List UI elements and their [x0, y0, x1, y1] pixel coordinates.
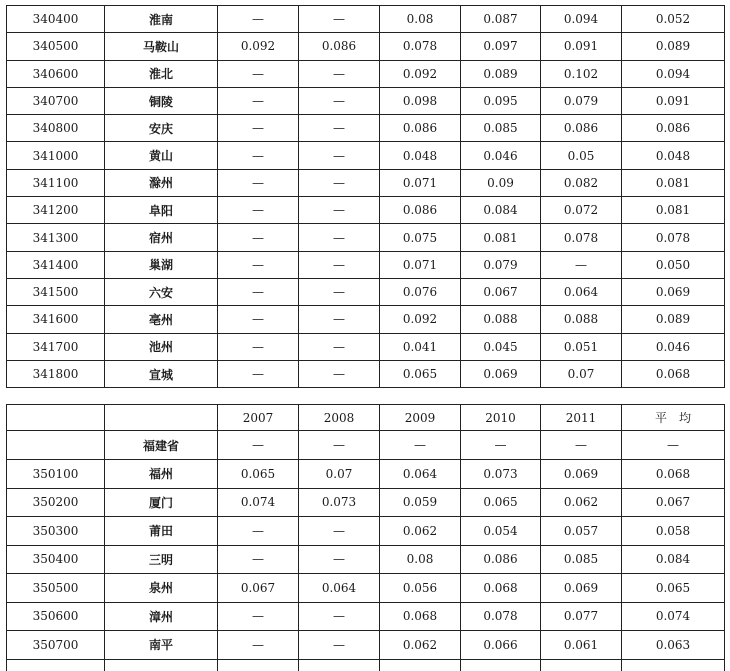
- region-name-cell: 淮北: [105, 60, 218, 87]
- value-cell: 0.089: [461, 60, 541, 87]
- value-cell: —: [299, 278, 380, 305]
- value-cell: 0.079: [461, 251, 541, 278]
- cut-off-row: [7, 659, 725, 671]
- value-cell: 0.095: [461, 87, 541, 114]
- region-name-cell: 厦门: [105, 488, 218, 517]
- value-cell: 0.071: [380, 169, 461, 196]
- region-code-cell: 341400: [7, 251, 105, 278]
- value-cell: 0.058: [622, 517, 725, 546]
- region-code-cell: 350400: [7, 545, 105, 574]
- table-row: [7, 87, 725, 114]
- value-cell: —: [218, 251, 299, 278]
- value-cell: 0.086: [380, 197, 461, 224]
- table-row: [7, 574, 725, 603]
- region-code-cell: 341100: [7, 169, 105, 196]
- value-cell: 0.069: [541, 574, 622, 603]
- value-cell: 2008: [299, 405, 380, 431]
- value-cell: 0.091: [541, 33, 622, 60]
- region-name-cell: 淮南: [105, 6, 218, 33]
- value-cell: 0.094: [622, 60, 725, 87]
- value-cell: 0.082: [541, 169, 622, 196]
- region-name-cell: 南平: [105, 631, 218, 660]
- value-cell: 0.07: [299, 460, 380, 489]
- region-name-cell: [105, 405, 218, 431]
- region-name-cell: 福州: [105, 460, 218, 489]
- region-name-cell: 亳州: [105, 306, 218, 333]
- region-code-cell: 341000: [7, 142, 105, 169]
- value-cell: 0.046: [461, 142, 541, 169]
- table-anhui: [6, 5, 725, 388]
- value-cell: 0.05: [541, 142, 622, 169]
- table-row: [7, 142, 725, 169]
- value-cell: 0.09: [461, 169, 541, 196]
- region-code-cell: [7, 405, 105, 431]
- value-cell: 0.07: [541, 360, 622, 387]
- value-cell: —: [299, 602, 380, 631]
- region-name-cell: 铜陵: [105, 87, 218, 114]
- table-row: [7, 197, 725, 224]
- value-cell: —: [218, 87, 299, 114]
- empty-cell: [541, 659, 622, 671]
- value-cell: —: [218, 60, 299, 87]
- value-cell: 0.08: [380, 6, 461, 33]
- value-cell: 0.054: [461, 517, 541, 546]
- table-row: [7, 224, 725, 251]
- value-cell: 0.078: [380, 33, 461, 60]
- value-cell: 0.078: [622, 224, 725, 251]
- region-code-cell: 340700: [7, 87, 105, 114]
- empty-cell: [380, 659, 461, 671]
- region-name-cell: 滁州: [105, 169, 218, 196]
- region-code-cell: 340800: [7, 115, 105, 142]
- empty-cell: [461, 659, 541, 671]
- value-cell: 0.065: [461, 488, 541, 517]
- value-cell: —: [299, 224, 380, 251]
- region-name-cell: 宿州: [105, 224, 218, 251]
- region-code-cell: 340400: [7, 6, 105, 33]
- value-cell: 0.065: [622, 574, 725, 603]
- value-cell: 0.085: [461, 115, 541, 142]
- value-cell: —: [541, 251, 622, 278]
- table-header-row: [7, 405, 725, 431]
- table-row: [7, 545, 725, 574]
- region-name-cell: 马鞍山: [105, 33, 218, 60]
- value-cell: 0.064: [380, 460, 461, 489]
- region-name-cell: 巢湖: [105, 251, 218, 278]
- value-cell: 0.087: [461, 6, 541, 33]
- region-code-cell: 341800: [7, 360, 105, 387]
- value-cell: 0.086: [299, 33, 380, 60]
- value-cell: 0.067: [622, 488, 725, 517]
- region-code-cell: 350600: [7, 602, 105, 631]
- value-cell: 0.069: [622, 278, 725, 305]
- value-cell: 0.072: [541, 197, 622, 224]
- value-cell: —: [380, 431, 461, 460]
- value-cell: 平 均: [622, 405, 725, 431]
- value-cell: 0.079: [541, 87, 622, 114]
- value-cell: —: [218, 278, 299, 305]
- value-cell: —: [218, 631, 299, 660]
- value-cell: 2009: [380, 405, 461, 431]
- value-cell: 0.071: [380, 251, 461, 278]
- table-row: [7, 602, 725, 631]
- value-cell: 0.073: [461, 460, 541, 489]
- region-name-cell: 三明: [105, 545, 218, 574]
- region-code-cell: 341700: [7, 333, 105, 360]
- value-cell: 0.081: [622, 197, 725, 224]
- value-cell: —: [299, 169, 380, 196]
- region-code-cell: 341600: [7, 306, 105, 333]
- value-cell: —: [218, 431, 299, 460]
- empty-cell: [105, 659, 218, 671]
- table-row: [7, 631, 725, 660]
- value-cell: 0.086: [622, 115, 725, 142]
- value-cell: 0.076: [380, 278, 461, 305]
- value-cell: 0.048: [380, 142, 461, 169]
- value-cell: —: [218, 602, 299, 631]
- table-row: [7, 115, 725, 142]
- value-cell: 0.094: [541, 6, 622, 33]
- empty-cell: [299, 659, 380, 671]
- value-cell: 0.067: [218, 574, 299, 603]
- value-cell: 0.084: [622, 545, 725, 574]
- value-cell: 0.073: [299, 488, 380, 517]
- region-code-cell: 350200: [7, 488, 105, 517]
- region-name-cell: 阜阳: [105, 197, 218, 224]
- table-row: [7, 333, 725, 360]
- value-cell: 2011: [541, 405, 622, 431]
- table-row: [7, 517, 725, 546]
- empty-cell: [7, 659, 105, 671]
- value-cell: 0.089: [622, 33, 725, 60]
- value-cell: 2007: [218, 405, 299, 431]
- value-cell: —: [541, 431, 622, 460]
- value-cell: 0.098: [380, 87, 461, 114]
- empty-cell: [622, 659, 725, 671]
- value-cell: 0.068: [622, 460, 725, 489]
- value-cell: 2010: [461, 405, 541, 431]
- value-cell: 0.068: [461, 574, 541, 603]
- region-code-cell: [7, 431, 105, 460]
- value-cell: 0.092: [380, 306, 461, 333]
- value-cell: 0.062: [380, 517, 461, 546]
- value-cell: 0.062: [380, 631, 461, 660]
- region-name-cell: 宣城: [105, 360, 218, 387]
- value-cell: 0.075: [380, 224, 461, 251]
- region-name-cell: 泉州: [105, 574, 218, 603]
- value-cell: 0.051: [541, 333, 622, 360]
- value-cell: 0.065: [380, 360, 461, 387]
- region-code-cell: 341200: [7, 197, 105, 224]
- value-cell: 0.068: [622, 360, 725, 387]
- value-cell: 0.065: [218, 460, 299, 489]
- value-cell: 0.052: [622, 6, 725, 33]
- table-row: [7, 6, 725, 33]
- province-row: [7, 431, 725, 460]
- value-cell: —: [299, 115, 380, 142]
- value-cell: 0.069: [461, 360, 541, 387]
- value-cell: 0.056: [380, 574, 461, 603]
- value-cell: —: [461, 431, 541, 460]
- value-cell: —: [299, 431, 380, 460]
- value-cell: —: [299, 60, 380, 87]
- value-cell: 0.092: [218, 33, 299, 60]
- value-cell: —: [218, 224, 299, 251]
- value-cell: —: [218, 360, 299, 387]
- value-cell: 0.066: [461, 631, 541, 660]
- table-row: [7, 169, 725, 196]
- value-cell: 0.092: [380, 60, 461, 87]
- region-code-cell: 340600: [7, 60, 105, 87]
- value-cell: —: [218, 169, 299, 196]
- value-cell: 0.085: [541, 545, 622, 574]
- value-cell: —: [299, 142, 380, 169]
- region-code-cell: 340500: [7, 33, 105, 60]
- region-code-cell: 350500: [7, 574, 105, 603]
- value-cell: —: [218, 545, 299, 574]
- value-cell: 0.088: [541, 306, 622, 333]
- value-cell: —: [299, 545, 380, 574]
- value-cell: 0.064: [541, 278, 622, 305]
- region-name-cell: 黄山: [105, 142, 218, 169]
- value-cell: 0.081: [461, 224, 541, 251]
- value-cell: —: [299, 360, 380, 387]
- value-cell: 0.068: [380, 602, 461, 631]
- value-cell: 0.081: [622, 169, 725, 196]
- value-cell: 0.067: [461, 278, 541, 305]
- value-cell: 0.08: [380, 545, 461, 574]
- table-row: [7, 60, 725, 87]
- value-cell: 0.063: [622, 631, 725, 660]
- region-code-cell: 341500: [7, 278, 105, 305]
- value-cell: 0.074: [622, 602, 725, 631]
- value-cell: 0.061: [541, 631, 622, 660]
- value-cell: 0.086: [541, 115, 622, 142]
- region-name-cell: 六安: [105, 278, 218, 305]
- region-code-cell: 350100: [7, 460, 105, 489]
- value-cell: —: [299, 631, 380, 660]
- value-cell: —: [299, 87, 380, 114]
- region-code-cell: 350300: [7, 517, 105, 546]
- value-cell: 0.091: [622, 87, 725, 114]
- value-cell: 0.102: [541, 60, 622, 87]
- table-fujian: [6, 404, 725, 671]
- region-name-cell: 安庆: [105, 115, 218, 142]
- value-cell: —: [299, 197, 380, 224]
- value-cell: —: [622, 431, 725, 460]
- table-row: [7, 360, 725, 387]
- value-cell: 0.088: [461, 306, 541, 333]
- value-cell: —: [299, 251, 380, 278]
- value-cell: —: [218, 517, 299, 546]
- value-cell: 0.041: [380, 333, 461, 360]
- region-code-cell: 350700: [7, 631, 105, 660]
- value-cell: —: [299, 517, 380, 546]
- region-name-cell: 福建省: [105, 431, 218, 460]
- value-cell: —: [218, 306, 299, 333]
- value-cell: 0.057: [541, 517, 622, 546]
- region-code-cell: 341300: [7, 224, 105, 251]
- value-cell: 0.050: [622, 251, 725, 278]
- value-cell: 0.084: [461, 197, 541, 224]
- table-row: [7, 306, 725, 333]
- value-cell: 0.048: [622, 142, 725, 169]
- value-cell: 0.077: [541, 602, 622, 631]
- value-cell: 0.046: [622, 333, 725, 360]
- value-cell: —: [299, 6, 380, 33]
- value-cell: 0.064: [299, 574, 380, 603]
- value-cell: 0.097: [461, 33, 541, 60]
- value-cell: 0.074: [218, 488, 299, 517]
- value-cell: 0.089: [622, 306, 725, 333]
- value-cell: 0.062: [541, 488, 622, 517]
- table-row: [7, 33, 725, 60]
- value-cell: 0.069: [541, 460, 622, 489]
- value-cell: —: [218, 6, 299, 33]
- empty-cell: [218, 659, 299, 671]
- value-cell: —: [218, 115, 299, 142]
- table-row: [7, 278, 725, 305]
- region-name-cell: 莆田: [105, 517, 218, 546]
- table-row: [7, 488, 725, 517]
- value-cell: 0.086: [380, 115, 461, 142]
- value-cell: 0.078: [541, 224, 622, 251]
- value-cell: 0.059: [380, 488, 461, 517]
- table-row: [7, 460, 725, 489]
- value-cell: 0.078: [461, 602, 541, 631]
- region-name-cell: 漳州: [105, 602, 218, 631]
- table-row: [7, 251, 725, 278]
- value-cell: —: [299, 306, 380, 333]
- value-cell: —: [299, 333, 380, 360]
- value-cell: 0.045: [461, 333, 541, 360]
- value-cell: —: [218, 142, 299, 169]
- value-cell: —: [218, 197, 299, 224]
- region-name-cell: 池州: [105, 333, 218, 360]
- value-cell: —: [218, 333, 299, 360]
- value-cell: 0.086: [461, 545, 541, 574]
